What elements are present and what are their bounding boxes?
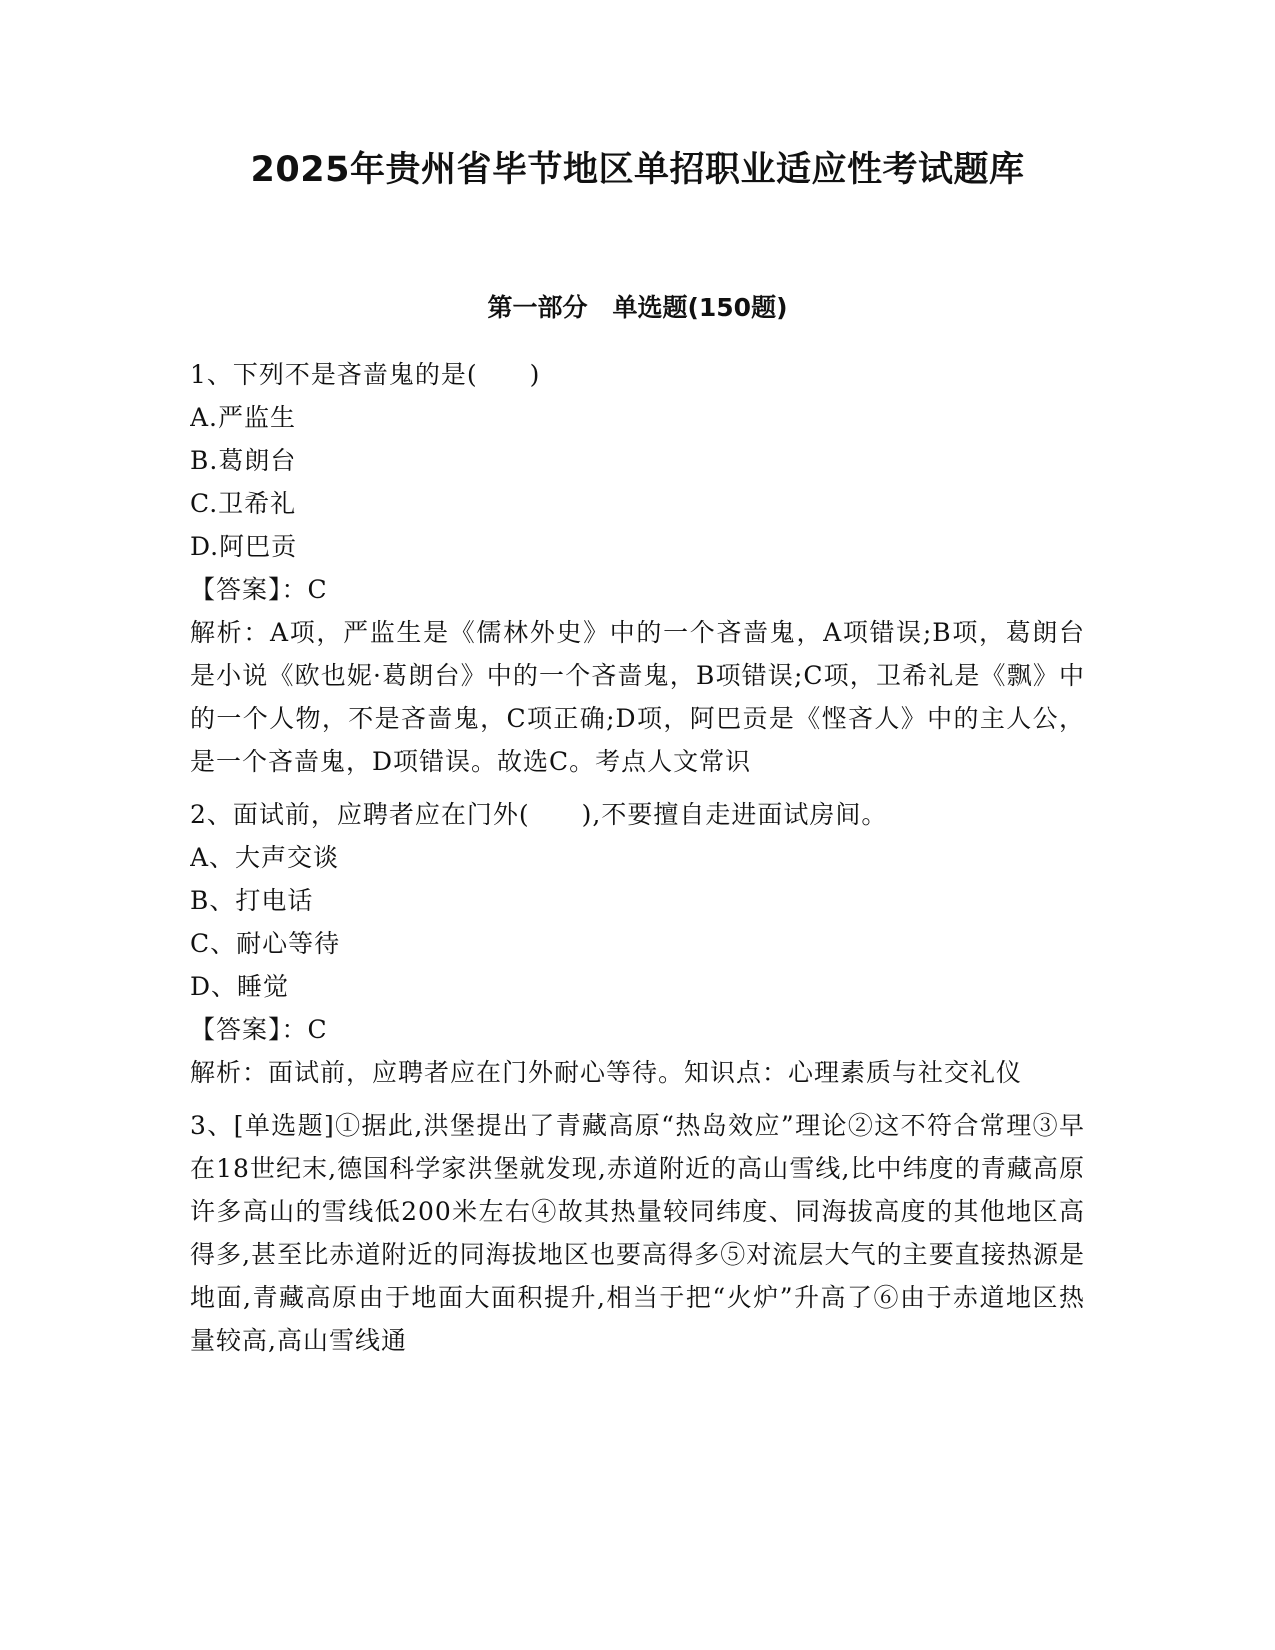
option-a: A.严监生 xyxy=(190,403,297,432)
question-stem: 1、下列不是吝啬鬼的是( ) xyxy=(190,360,541,389)
answer: 【答案】：C xyxy=(190,1015,328,1044)
explanation: 解析：面试前，应聘者应在门外耐心等待。知识点：心理素质与社交礼仪 xyxy=(190,1058,1023,1087)
question-stem: 3、[单选题]①据此,洪堡提出了青藏高原“热岛效应”理论②这不符合常理③早在18世纪末,德国科学家洪堡就发现,赤道附近的高山雪线,比中纬度的青藏高原许多高山的雪线低200米左右④故其热量较同纬度、同海拔高度的其他地区高得多,甚至比赤道附近的同海拔地区也要高得多⑤对流层大气的主要直接热源是地面,青藏高原由于地面大面积提升,相当于把“火炉”升高了⑥由于赤道地区热量较高,高山雪线通 xyxy=(190,1111,1085,1355)
option-c: C.卫希礼 xyxy=(190,489,297,518)
option-b: B.葛朗台 xyxy=(190,446,297,475)
question-3 xyxy=(190,1104,1085,1362)
question-list xyxy=(190,353,1085,1372)
question-stem: 2、面试前，应聘者应在门外( ),不要擅自走进面试房间。 xyxy=(190,800,888,829)
option-d: D.阿巴贡 xyxy=(190,532,298,561)
document-title: 2025年贵州省毕节地区单招职业适应性考试题库 xyxy=(250,150,1025,190)
question-2 xyxy=(190,793,1085,1094)
explanation: 解析：A项，严监生是《儒林外史》中的一个吝啬鬼，A项错误;B项，葛朗台是小说《欧也妮·葛朗台》中的一个吝啬鬼，B项错误;C项，卫希礼是《飘》中的一个人物，不是吝啬鬼，C项正确;D项，阿巴贡是《悭吝人》中的主人公，是一个吝啬鬼，D项错误。故选C。考点人文常识 xyxy=(190,618,1085,776)
answer: 【答案】：C xyxy=(190,575,328,604)
option-d: D、睡觉 xyxy=(190,972,290,1001)
option-b: B、打电话 xyxy=(190,886,314,915)
option-c: C、耐心等待 xyxy=(190,929,341,958)
question-1 xyxy=(190,353,1085,783)
section-title: 第一部分 单选题(150题) xyxy=(487,293,788,322)
option-a: A、大声交谈 xyxy=(190,843,340,872)
